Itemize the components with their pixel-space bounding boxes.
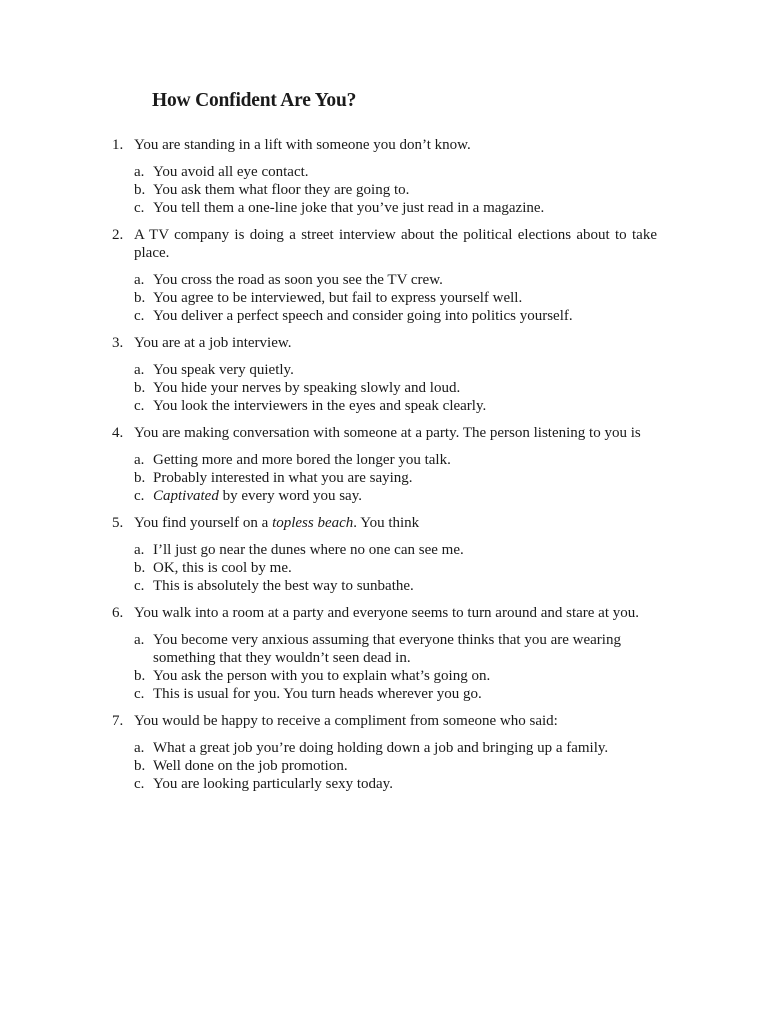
question-number: 3. [112, 335, 124, 351]
option-letter: b. [134, 182, 146, 198]
question-text-after: . You think [353, 515, 420, 531]
option-list [112, 163, 657, 217]
option-text: Probably interested in what you are saying. [153, 470, 413, 486]
option-list [112, 271, 657, 325]
option-item [134, 181, 657, 199]
option-text: Getting more and more bored the longer you talk. [153, 452, 451, 468]
option-letter: b. [134, 668, 146, 684]
page-title: How Confident Are You? [152, 90, 357, 111]
question-number: 2. [112, 227, 124, 243]
question-number: 6. [112, 605, 124, 621]
option-list [112, 541, 657, 595]
option-text: You are looking particularly sexy today. [153, 776, 393, 792]
question-item [112, 334, 657, 415]
option-list [112, 739, 657, 793]
option-letter: a. [134, 542, 145, 558]
option-text: You cross the road as soon you see the TV crew. [153, 272, 443, 288]
option-letter: b. [134, 380, 146, 396]
question-line [112, 424, 657, 442]
question-item [112, 604, 657, 703]
option-emphasis: Captivated [153, 488, 219, 504]
question-number: 4. [112, 425, 124, 441]
option-list [112, 361, 657, 415]
option-text: You ask them what floor they are going to. [153, 182, 410, 198]
option-text-rest: by every word you say. [218, 488, 362, 504]
option-letter: a. [134, 164, 145, 180]
option-item [134, 757, 657, 775]
question-item [112, 514, 657, 595]
option-text: You ask the person with you to explain what’s going on. [153, 668, 491, 684]
question-item [112, 712, 657, 793]
question-item [112, 424, 657, 505]
question-line [112, 604, 657, 622]
option-item [134, 577, 657, 595]
option-item [134, 163, 657, 181]
option-letter: c. [134, 200, 145, 216]
option-item [134, 361, 657, 379]
option-text: You look the interviewers in the eyes and speak clearly. [153, 398, 487, 414]
option-item [134, 469, 657, 487]
option-text: You hide your nerves by speaking slowly and loud. [153, 380, 461, 396]
option-letter: a. [134, 740, 145, 756]
option-letter: b. [134, 290, 146, 306]
option-letter: c. [134, 578, 145, 594]
option-letter: c. [134, 308, 145, 324]
option-text: You agree to be interviewed, but fail to express yourself well. [153, 290, 523, 306]
question-list [112, 136, 657, 802]
option-letter: c. [134, 488, 145, 504]
option-item [134, 559, 657, 577]
option-item [134, 307, 657, 325]
question-text: You are making conversation with someone at a party. The person listening to you is [134, 425, 641, 441]
question-line [112, 136, 657, 154]
question-number: 1. [112, 137, 124, 153]
question-line [112, 514, 657, 532]
question-text: A TV company is doing a street interview about the political elections about to take place. [134, 227, 657, 261]
option-list [112, 631, 657, 703]
option-text: OK, this is cool by me. [153, 560, 292, 576]
option-text: This is usual for you. You turn heads wherever you go. [153, 686, 482, 702]
option-text: You speak very quietly. [153, 362, 294, 378]
option-letter: c. [134, 776, 145, 792]
option-letter: a. [134, 452, 145, 468]
option-text: What a great job you’re doing holding down a job and bringing up a family. [153, 740, 609, 756]
option-text [153, 487, 657, 505]
question-number: 5. [112, 515, 124, 531]
option-item [134, 451, 657, 469]
option-letter: c. [134, 398, 145, 414]
question-item [112, 136, 657, 217]
question-text: You are standing in a lift with someone you don’t know. [134, 137, 471, 153]
question-item [112, 226, 657, 325]
question-text: You walk into a room at a party and everyone seems to turn around and stare at you. [134, 605, 640, 621]
option-text: Well done on the job promotion. [153, 758, 348, 774]
option-item [134, 541, 657, 559]
option-text: I’ll just go near the dunes where no one can see me. [153, 542, 464, 558]
question-line [112, 712, 657, 730]
option-text: You avoid all eye contact. [153, 164, 309, 180]
option-text: This is absolutely the best way to sunbathe. [153, 578, 414, 594]
question-number: 7. [112, 713, 124, 729]
question-emphasis: topless beach [272, 515, 354, 531]
option-letter: a. [134, 272, 145, 288]
question-text-before: You find yourself on a [134, 515, 273, 531]
option-letter: b. [134, 758, 146, 774]
option-item [134, 685, 657, 703]
option-item [134, 487, 657, 505]
option-item [134, 271, 657, 289]
question-line [112, 226, 657, 262]
option-letter: a. [134, 362, 145, 378]
option-list [112, 451, 657, 505]
option-item [134, 739, 657, 757]
option-letter: c. [134, 686, 145, 702]
question-text [134, 514, 657, 532]
option-item [134, 775, 657, 793]
option-letter: b. [134, 560, 146, 576]
option-item [134, 199, 657, 217]
question-text: You would be happy to receive a compliment from someone who said: [134, 713, 558, 729]
option-item [134, 667, 657, 685]
option-item [134, 397, 657, 415]
question-line [112, 334, 657, 352]
option-text: You become very anxious assuming that everyone thinks that you are wearing something that they wouldn’t seen dead in. [153, 632, 621, 666]
option-item [134, 289, 657, 307]
option-text: You deliver a perfect speech and consider going into politics yourself. [153, 308, 573, 324]
option-item [134, 379, 657, 397]
option-text: You tell them a one-line joke that you’ve just read in a magazine. [153, 200, 545, 216]
option-item [134, 631, 657, 667]
option-letter: b. [134, 470, 146, 486]
question-text: You are at a job interview. [134, 335, 292, 351]
option-letter: a. [134, 632, 145, 648]
